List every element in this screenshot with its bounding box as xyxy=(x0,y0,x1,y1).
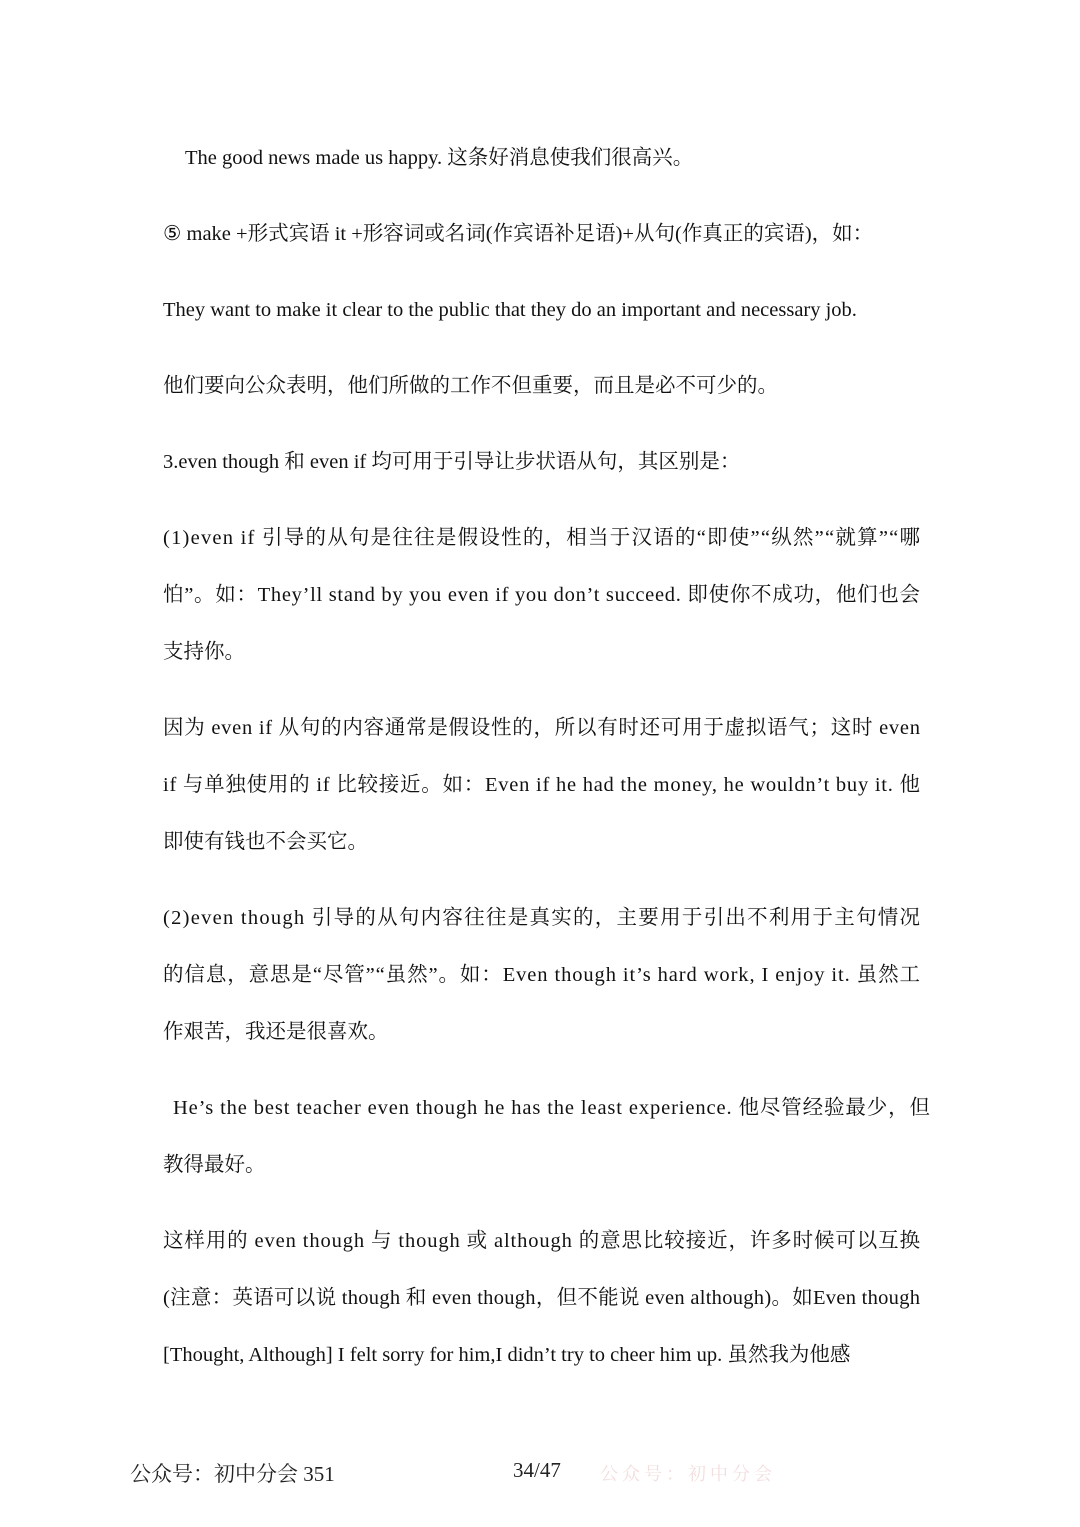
footer-account: 公众号：初中分会 351 xyxy=(130,1462,335,1486)
paragraph xyxy=(163,282,920,339)
text-line: (2)even though 引导的从句内容往往是真实的，主要用于引出不利用于主句情况 xyxy=(163,907,922,929)
text-line: ⑤ make +形式宾语 it +形容词或名词(作宾语补足语)+从句(作真正的宾语)，如： xyxy=(163,223,874,245)
text-line: if 与单独使用的 if 比较接近。如：Even if he had the money, he wouldn’t buy it. 他 xyxy=(163,774,921,796)
text-line: 怕”。如：They’ll stand by you even if you don’t succeed. 即使你不成功，他们也会 xyxy=(163,584,921,606)
text-line: (1)even if 引导的从句是往往是假设性的，相当于汉语的“即使”“纵然”“就算”“哪 xyxy=(163,527,922,549)
page-number: 34/47 xyxy=(513,1458,561,1482)
text-line: 支持你。 xyxy=(163,641,245,663)
paragraph xyxy=(163,206,920,263)
paragraph xyxy=(163,434,920,491)
paragraph xyxy=(163,890,920,1061)
paragraph xyxy=(163,510,920,681)
text-line: 3.even though 和 even if 均可用于引导让步状语从句，其区别是： xyxy=(163,451,741,473)
paragraph xyxy=(163,130,920,187)
paragraph xyxy=(163,1080,931,1194)
paragraph xyxy=(163,700,920,871)
watermark: 公众号：初中分会 xyxy=(600,1464,776,1484)
text-line: 这样用的 even though 与 though 或 although 的意思比较接近，许多时候可以互换 xyxy=(163,1230,921,1252)
text-line: 作艰苦，我还是很喜欢。 xyxy=(163,1021,389,1043)
paragraph xyxy=(163,358,920,415)
text-line: 因为 even if 从句的内容通常是假设性的，所以有时还可用于虚拟语气；这时 even xyxy=(163,717,921,739)
text-line: They want to make it clear to the public that they do an important and necessary job. xyxy=(163,299,857,321)
text-line: 教得最好。 xyxy=(163,1154,266,1176)
text-line: [Thought, Although] I felt sorry for him,I didn’t try to cheer him up. 虽然我为他感 xyxy=(163,1344,851,1366)
text-line: He’s the best teacher even though he has the least experience. 他尽管经验最少，但 xyxy=(173,1097,931,1119)
text-line: The good news made us happy. 这条好消息使我们很高兴。 xyxy=(185,147,694,169)
text-line: (注意：英语可以说 though 和 even though，但不能说 even although)。如Even though xyxy=(163,1287,921,1309)
text-line: 他们要向公众表明，他们所做的工作不但重要，而且是必不可少的。 xyxy=(163,375,778,397)
document-body xyxy=(163,130,931,1403)
paragraph xyxy=(163,1213,920,1384)
text-line: 的信息，意思是“尽管”“虽然”。如：Even though it’s hard work, I enjoy it. 虽然工 xyxy=(163,964,921,986)
text-line: 即使有钱也不会买它。 xyxy=(163,831,368,853)
